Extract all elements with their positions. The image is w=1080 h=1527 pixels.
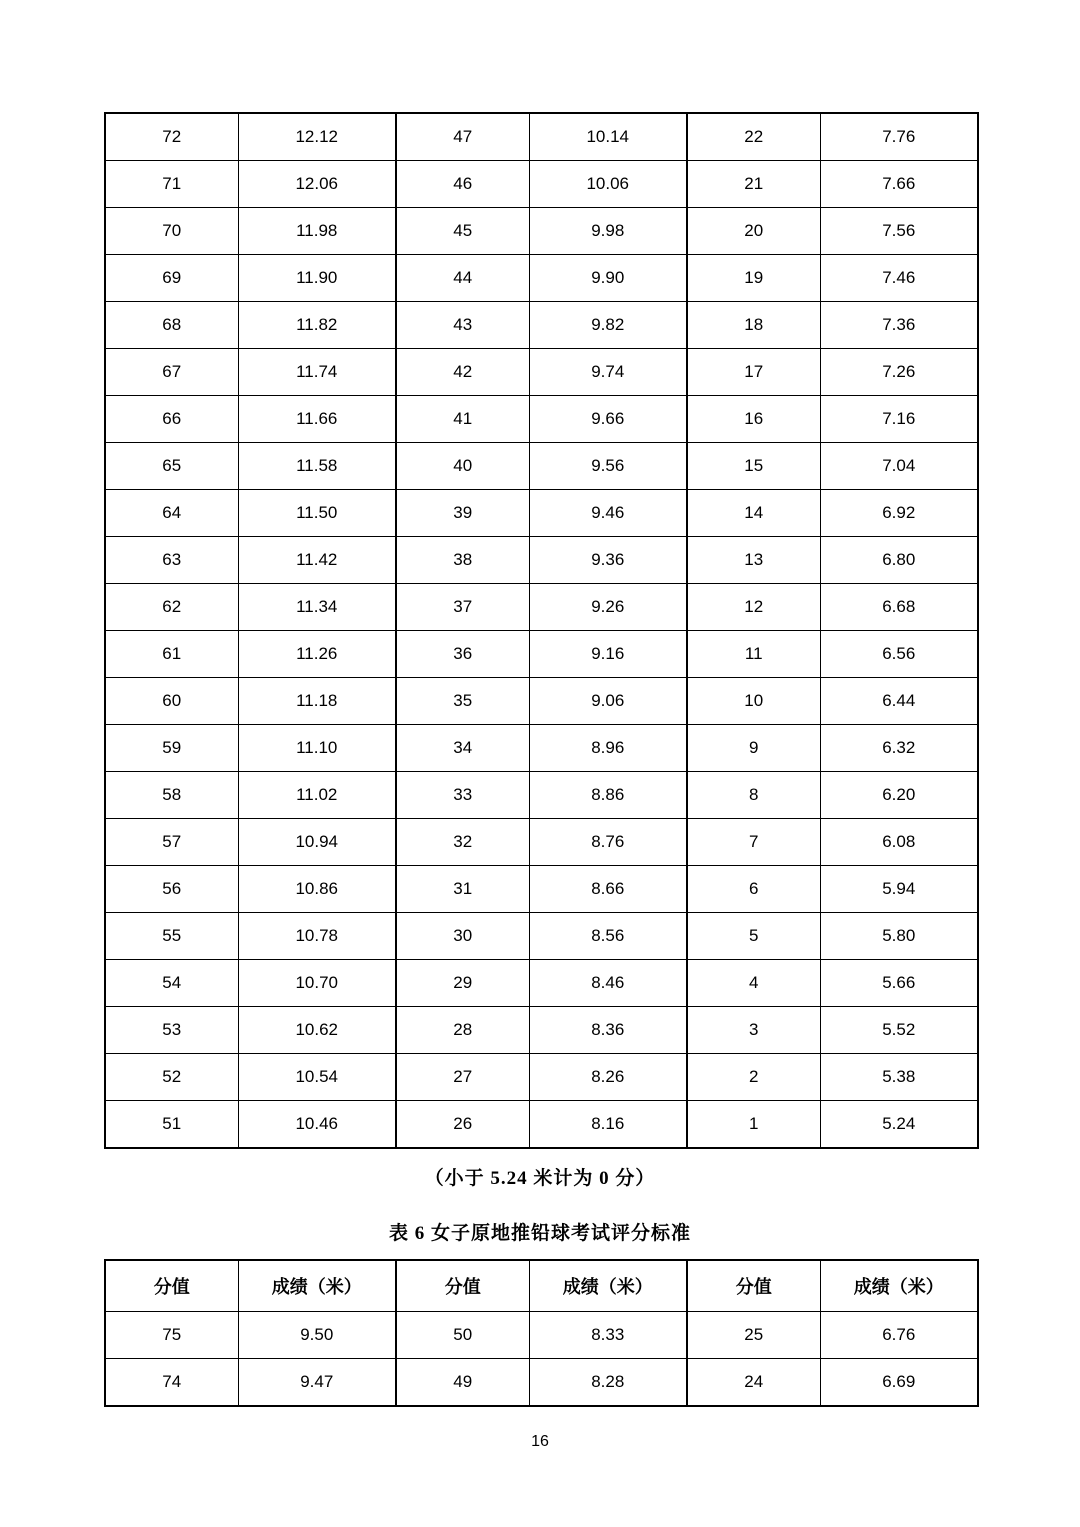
- result-cell: 9.46: [529, 490, 687, 537]
- score-cell: 47: [396, 113, 529, 161]
- result-cell: 8.36: [529, 1007, 687, 1054]
- table6-caption: 表 6 女子原地推铅球考试评分标准: [388, 1223, 691, 1244]
- score-cell: 18: [687, 302, 820, 349]
- score-cell: 72: [105, 113, 238, 161]
- result-cell: 8.76: [529, 819, 687, 866]
- result-cell: 10.70: [238, 960, 396, 1007]
- table-row: [105, 113, 978, 161]
- result-cell: 6.08: [820, 819, 978, 866]
- score-cell: 53: [105, 1007, 238, 1054]
- result-cell: 6.68: [820, 584, 978, 631]
- score-cell: 44: [396, 255, 529, 302]
- score-cell: 2: [687, 1054, 820, 1101]
- score-cell: 16: [687, 396, 820, 443]
- table-row: [105, 537, 978, 584]
- table-row: [105, 960, 978, 1007]
- note-below-table: （小于 5.24 米计为 0 分）: [424, 1168, 656, 1189]
- score-cell: 28: [396, 1007, 529, 1054]
- table-row: [105, 772, 978, 819]
- result-cell: 5.24: [820, 1101, 978, 1149]
- score-cell: 10: [687, 678, 820, 725]
- result-cell: 7.16: [820, 396, 978, 443]
- result-cell: 11.50: [238, 490, 396, 537]
- table-row: [105, 866, 978, 913]
- result-cell: 7.26: [820, 349, 978, 396]
- score-cell: 69: [105, 255, 238, 302]
- score-cell: 45: [396, 208, 529, 255]
- score-cell: 43: [396, 302, 529, 349]
- table-row: [105, 255, 978, 302]
- column-header: 成绩（米）: [238, 1260, 396, 1312]
- result-cell: 6.92: [820, 490, 978, 537]
- result-cell: 8.86: [529, 772, 687, 819]
- score-cell: 29: [396, 960, 529, 1007]
- result-cell: 9.26: [529, 584, 687, 631]
- result-cell: 10.94: [238, 819, 396, 866]
- shot-put-score-table-continued: [104, 112, 979, 1149]
- result-cell: 9.66: [529, 396, 687, 443]
- table-row: [105, 443, 978, 490]
- score-cell: 1: [687, 1101, 820, 1149]
- result-cell: 9.06: [529, 678, 687, 725]
- result-cell: 10.14: [529, 113, 687, 161]
- result-cell: 7.46: [820, 255, 978, 302]
- result-cell: 8.96: [529, 725, 687, 772]
- score-cell: 11: [687, 631, 820, 678]
- score-cell: 75: [105, 1312, 238, 1359]
- table-row: [105, 584, 978, 631]
- result-cell: 9.36: [529, 537, 687, 584]
- result-cell: 11.02: [238, 772, 396, 819]
- result-cell: 9.47: [238, 1359, 396, 1407]
- score-cell: 17: [687, 349, 820, 396]
- result-cell: 7.04: [820, 443, 978, 490]
- column-header: 成绩（米）: [820, 1260, 978, 1312]
- table-row: [105, 1101, 978, 1149]
- score-cell: 57: [105, 819, 238, 866]
- table-row: [105, 1312, 978, 1359]
- score-cell: 65: [105, 443, 238, 490]
- result-cell: 6.56: [820, 631, 978, 678]
- column-header: 分值: [396, 1260, 529, 1312]
- column-header: 分值: [105, 1260, 238, 1312]
- score-cell: 12: [687, 584, 820, 631]
- score-cell: 42: [396, 349, 529, 396]
- score-cell: 21: [687, 161, 820, 208]
- score-cell: 33: [396, 772, 529, 819]
- result-cell: 5.66: [820, 960, 978, 1007]
- column-header: 分值: [687, 1260, 820, 1312]
- result-cell: 9.16: [529, 631, 687, 678]
- table-header-row: [105, 1260, 978, 1312]
- score-cell: 62: [105, 584, 238, 631]
- result-cell: 6.80: [820, 537, 978, 584]
- result-cell: 10.86: [238, 866, 396, 913]
- result-cell: 8.66: [529, 866, 687, 913]
- score-cell: 52: [105, 1054, 238, 1101]
- score-cell: 71: [105, 161, 238, 208]
- result-cell: 6.32: [820, 725, 978, 772]
- table6-header: [105, 1260, 978, 1312]
- result-cell: 6.44: [820, 678, 978, 725]
- score-cell: 67: [105, 349, 238, 396]
- score-cell: 40: [396, 443, 529, 490]
- score-cell: 41: [396, 396, 529, 443]
- column-header: 成绩（米）: [529, 1260, 687, 1312]
- table-row: [105, 302, 978, 349]
- result-cell: 8.46: [529, 960, 687, 1007]
- table-row: [105, 161, 978, 208]
- result-cell: 10.62: [238, 1007, 396, 1054]
- result-cell: 11.74: [238, 349, 396, 396]
- table-row: [105, 1007, 978, 1054]
- result-cell: 10.54: [238, 1054, 396, 1101]
- result-cell: 9.90: [529, 255, 687, 302]
- score-cell: 61: [105, 631, 238, 678]
- result-cell: 10.78: [238, 913, 396, 960]
- score-cell: 26: [396, 1101, 529, 1149]
- result-cell: 8.16: [529, 1101, 687, 1149]
- table-row: [105, 725, 978, 772]
- table-row: [105, 490, 978, 537]
- score-cell: 3: [687, 1007, 820, 1054]
- result-cell: 12.12: [238, 113, 396, 161]
- result-cell: 6.76: [820, 1312, 978, 1359]
- score-cell: 37: [396, 584, 529, 631]
- score-cell: 70: [105, 208, 238, 255]
- result-cell: 6.20: [820, 772, 978, 819]
- table-row: [105, 631, 978, 678]
- result-cell: 11.42: [238, 537, 396, 584]
- result-cell: 10.46: [238, 1101, 396, 1149]
- score-cell: 27: [396, 1054, 529, 1101]
- score-cell: 60: [105, 678, 238, 725]
- score-cell: 30: [396, 913, 529, 960]
- result-cell: 11.18: [238, 678, 396, 725]
- score-cell: 54: [105, 960, 238, 1007]
- result-cell: 9.56: [529, 443, 687, 490]
- score-cell: 55: [105, 913, 238, 960]
- score-cell: 7: [687, 819, 820, 866]
- result-cell: 8.26: [529, 1054, 687, 1101]
- result-cell: 11.10: [238, 725, 396, 772]
- result-cell: 11.98: [238, 208, 396, 255]
- score-cell: 38: [396, 537, 529, 584]
- score-cell: 63: [105, 537, 238, 584]
- score-cell: 14: [687, 490, 820, 537]
- score-cell: 39: [396, 490, 529, 537]
- table-row: [105, 396, 978, 443]
- result-cell: 11.82: [238, 302, 396, 349]
- result-cell: 7.66: [820, 161, 978, 208]
- result-cell: 11.34: [238, 584, 396, 631]
- score-cell: 13: [687, 537, 820, 584]
- result-cell: 7.76: [820, 113, 978, 161]
- result-cell: 9.82: [529, 302, 687, 349]
- result-cell: 11.90: [238, 255, 396, 302]
- score-cell: 46: [396, 161, 529, 208]
- score-cell: 66: [105, 396, 238, 443]
- table-row: [105, 208, 978, 255]
- result-cell: 9.74: [529, 349, 687, 396]
- result-cell: 11.66: [238, 396, 396, 443]
- score-cell: 31: [396, 866, 529, 913]
- table-body-continued: [105, 113, 978, 1148]
- result-cell: 5.94: [820, 866, 978, 913]
- page-number: 16: [531, 1433, 549, 1450]
- score-cell: 32: [396, 819, 529, 866]
- result-cell: 5.52: [820, 1007, 978, 1054]
- score-cell: 8: [687, 772, 820, 819]
- score-cell: 74: [105, 1359, 238, 1407]
- table-row: [105, 819, 978, 866]
- score-cell: 49: [396, 1359, 529, 1407]
- score-cell: 34: [396, 725, 529, 772]
- result-cell: 9.50: [238, 1312, 396, 1359]
- score-cell: 5: [687, 913, 820, 960]
- result-cell: 6.69: [820, 1359, 978, 1407]
- score-cell: 36: [396, 631, 529, 678]
- score-cell: 19: [687, 255, 820, 302]
- table6-women-shot-put: [104, 1259, 979, 1407]
- table-row: [105, 1359, 978, 1407]
- result-cell: 7.56: [820, 208, 978, 255]
- result-cell: 8.28: [529, 1359, 687, 1407]
- table6-body: [105, 1312, 978, 1407]
- result-cell: 8.33: [529, 1312, 687, 1359]
- score-cell: 51: [105, 1101, 238, 1149]
- score-cell: 20: [687, 208, 820, 255]
- result-cell: 5.80: [820, 913, 978, 960]
- result-cell: 11.26: [238, 631, 396, 678]
- score-cell: 56: [105, 866, 238, 913]
- table-row: [105, 678, 978, 725]
- result-cell: 9.98: [529, 208, 687, 255]
- score-cell: 59: [105, 725, 238, 772]
- result-cell: 5.38: [820, 1054, 978, 1101]
- result-cell: 12.06: [238, 161, 396, 208]
- table-row: [105, 1054, 978, 1101]
- score-cell: 58: [105, 772, 238, 819]
- score-cell: 4: [687, 960, 820, 1007]
- score-cell: 24: [687, 1359, 820, 1407]
- score-cell: 15: [687, 443, 820, 490]
- table-row: [105, 349, 978, 396]
- score-cell: 9: [687, 725, 820, 772]
- table-row: [105, 913, 978, 960]
- score-cell: 68: [105, 302, 238, 349]
- result-cell: 10.06: [529, 161, 687, 208]
- score-cell: 6: [687, 866, 820, 913]
- result-cell: 11.58: [238, 443, 396, 490]
- result-cell: 8.56: [529, 913, 687, 960]
- score-cell: 50: [396, 1312, 529, 1359]
- score-cell: 22: [687, 113, 820, 161]
- result-cell: 7.36: [820, 302, 978, 349]
- score-cell: 35: [396, 678, 529, 725]
- score-cell: 25: [687, 1312, 820, 1359]
- score-cell: 64: [105, 490, 238, 537]
